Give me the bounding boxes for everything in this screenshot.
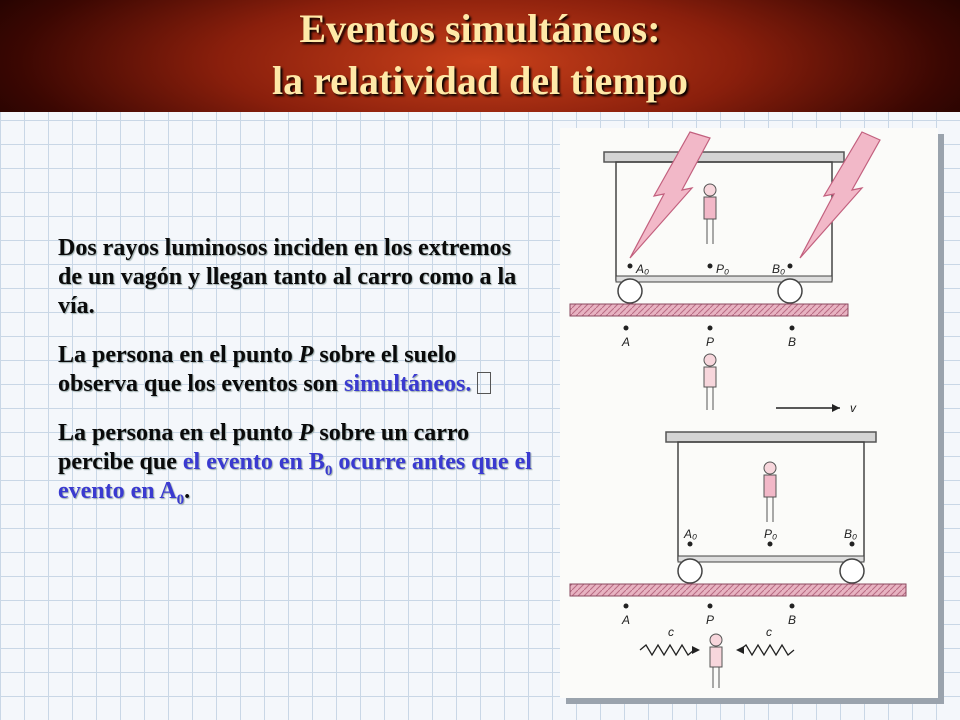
lightning-top-left: [630, 132, 710, 258]
figure-svg: [560, 128, 938, 698]
label-v: v: [850, 401, 856, 415]
label-a0-top: A₀: [636, 262, 650, 276]
relativity-figure: [560, 128, 938, 698]
p3-event-a: ocurre antes que el evento en A: [58, 449, 532, 504]
person-wagon-bottom: [764, 462, 776, 522]
person-wagon-top: [704, 184, 716, 244]
paragraph-1: Dos rayos luminosos inciden en los extremos de un vagón y llegan tanto al carro como a la vía.: [58, 235, 517, 319]
wheel-top-right: [778, 279, 802, 303]
track-top: [570, 304, 848, 316]
slide-title-line1: Eventos simultáneos:: [299, 6, 661, 51]
label-b0-bottom: B₀: [844, 527, 858, 541]
slide-header: [0, 0, 960, 112]
lightning-top-right: [800, 132, 880, 258]
p3-period: .: [184, 478, 191, 504]
label-b0-top: B₀: [772, 262, 786, 276]
label-b-bottom: B: [788, 613, 797, 627]
paragraph-3: [58, 419, 538, 506]
person-ground-bottom: [710, 634, 722, 688]
p3-sub-b: 0: [324, 462, 333, 479]
wheel-bottom-right: [840, 559, 864, 583]
p2-highlight: simultáneos.: [344, 371, 472, 397]
roof-top: [604, 152, 844, 162]
roof-bottom: [666, 432, 876, 442]
wheel-top-left: [618, 279, 642, 303]
p2-point-p: P: [298, 342, 314, 368]
p3-text-a: La persona en el punto: [58, 420, 299, 446]
label-p0-top: P₀: [716, 262, 730, 276]
p2-text-a: La persona en el punto: [58, 342, 299, 368]
label-p0-bottom: P₀: [764, 527, 778, 541]
slide-title-line2: la relatividad del tiempo: [272, 58, 688, 103]
p3-event-b: el evento en B: [182, 449, 325, 475]
label-c-left: c: [668, 625, 674, 639]
p3-point-p: P: [298, 420, 314, 446]
light-wave-right: [740, 645, 794, 655]
label-p-top: P: [706, 335, 715, 349]
light-wave-left: [640, 645, 694, 655]
label-c-right: c: [766, 625, 772, 639]
label-a-top: A: [622, 335, 631, 349]
wagon-floor-top: [616, 276, 832, 282]
label-p-bottom: P: [706, 613, 715, 627]
paragraph-2: [58, 341, 538, 399]
person-ground-top: [704, 354, 716, 410]
missing-glyph-box: [477, 372, 491, 394]
p2-text-c: sobre el suelo observa que los eventos son: [58, 342, 457, 397]
label-a0-bottom: A₀: [684, 527, 698, 541]
track-bottom: [570, 584, 906, 596]
label-b-top: B: [788, 335, 797, 349]
p3-sub-a: 0: [176, 491, 185, 508]
wagon-floor-bottom: [678, 556, 864, 562]
body-text: [58, 234, 538, 526]
wheel-bottom-left: [678, 559, 702, 583]
p3-text-c: sobre un carro percibe que: [58, 420, 470, 475]
label-a-bottom: A: [622, 613, 631, 627]
